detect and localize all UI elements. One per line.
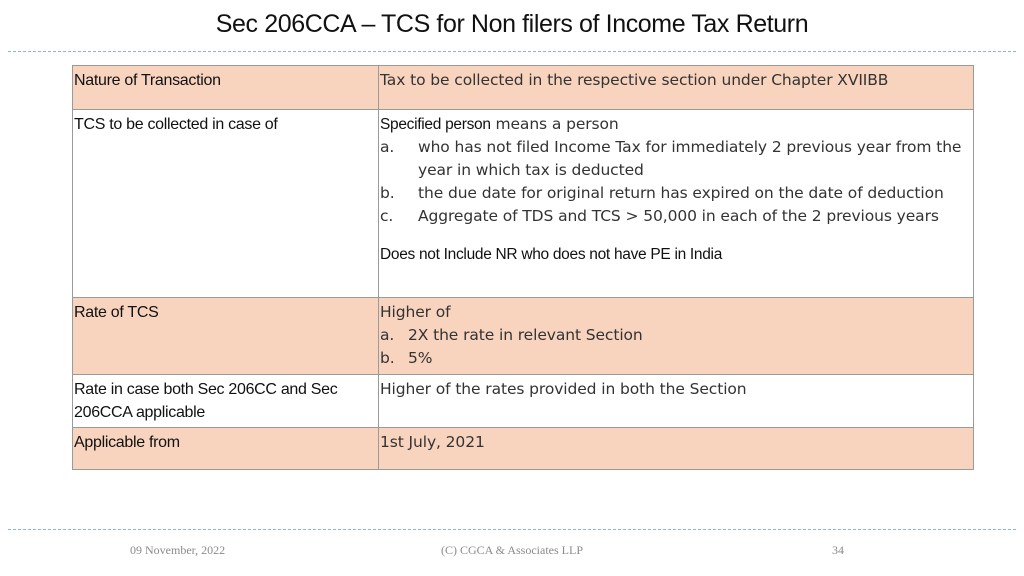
row-value: Higher of the rates provided in both the Section bbox=[379, 375, 974, 428]
list-marker: b. bbox=[380, 184, 395, 202]
list-marker: a. bbox=[380, 138, 395, 156]
row-label: Rate of TCS bbox=[73, 298, 379, 375]
row-value: Tax to be collected in the respective section under Chapter XVIIBB bbox=[379, 66, 974, 110]
list-marker: b. bbox=[380, 349, 395, 367]
rate-lead: Higher of bbox=[380, 303, 451, 321]
specified-person-term: Specified person bbox=[380, 116, 491, 133]
row-label: TCS to be collected in case of bbox=[73, 110, 379, 298]
tcs-table bbox=[72, 65, 974, 470]
list-item bbox=[380, 136, 973, 182]
list-item bbox=[380, 324, 973, 347]
table-row bbox=[73, 375, 974, 428]
list-text: 5% bbox=[408, 349, 433, 367]
table-row bbox=[73, 110, 974, 298]
page-number: 34 bbox=[832, 543, 844, 557]
list-item bbox=[380, 347, 973, 370]
bottom-divider bbox=[8, 529, 1016, 530]
list-item bbox=[380, 182, 973, 205]
row-value bbox=[379, 110, 974, 298]
rate-list bbox=[380, 324, 973, 370]
list-text: Aggregate of TDS and TCS > 50,000 in each of the 2 previous years bbox=[418, 207, 939, 225]
row-value: 1st July, 2021 bbox=[379, 428, 974, 470]
table-row bbox=[73, 428, 974, 470]
specified-person-definition bbox=[380, 113, 973, 136]
row-value bbox=[379, 298, 974, 375]
footer-firm: (C) CGCA & Associates LLP bbox=[440, 543, 583, 557]
top-divider bbox=[8, 51, 1016, 52]
list-text: the due date for original return has expired on the date of deduction bbox=[418, 184, 944, 202]
list-text: who has not filed Income Tax for immediately 2 previous year from the year in which tax is deducted bbox=[418, 138, 962, 179]
table-row bbox=[73, 66, 974, 110]
list-marker: c. bbox=[380, 207, 394, 225]
table-row bbox=[73, 298, 974, 375]
list-item bbox=[380, 205, 973, 228]
condition-list bbox=[380, 136, 973, 228]
row-label: Nature of Transaction bbox=[73, 66, 379, 110]
specified-person-rest: means a person bbox=[490, 115, 619, 133]
list-marker: a. bbox=[380, 326, 395, 344]
list-text: 2X the rate in relevant Section bbox=[408, 326, 643, 344]
exclusion-note: Does not Include NR who does not have PE in India bbox=[380, 246, 723, 263]
slide-title: Sec 206CCA – TCS for Non filers of Income Tax Return bbox=[215, 10, 809, 38]
row-label: Rate in case both Sec 206CC and Sec 206CCA applicable bbox=[73, 375, 379, 428]
footer-date: 09 November, 2022 bbox=[130, 543, 226, 557]
row-label: Applicable from bbox=[73, 428, 379, 470]
